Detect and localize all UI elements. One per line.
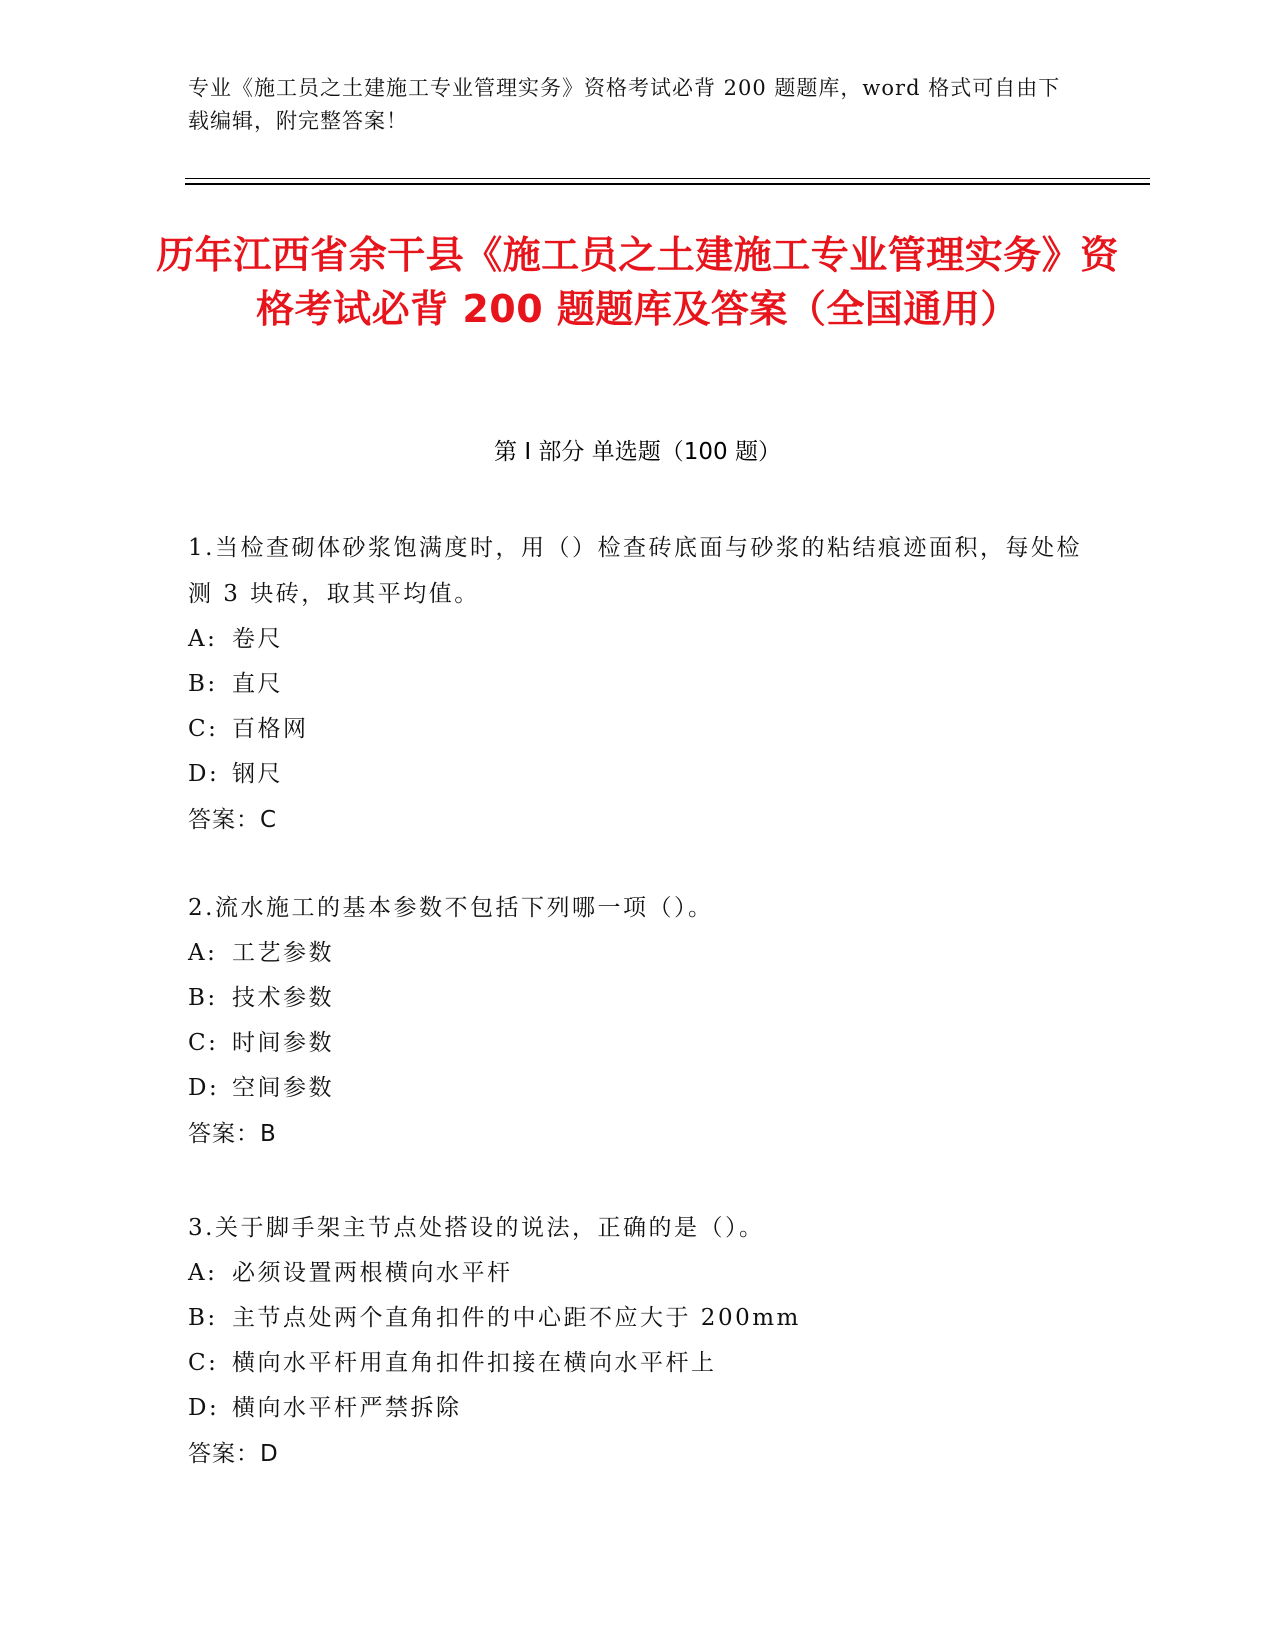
option-c <box>188 707 1088 752</box>
option-letter: B: <box>188 671 218 697</box>
option-d <box>188 1066 1088 1111</box>
answer-line: 答案：D <box>188 1441 279 1467</box>
question-stem: 3.关于脚手架主节点处搭设的说法，正确的是（）。 <box>188 1215 765 1241</box>
option-text: 空间参数 <box>232 1075 334 1101</box>
option-letter: A: <box>188 940 218 966</box>
option-letter: C: <box>188 716 219 742</box>
option-text: 必须设置两根横向水平杆 <box>232 1260 513 1286</box>
option-text: 卷尺 <box>232 626 283 652</box>
option-text: 直尺 <box>232 671 283 697</box>
option-text: 技术参数 <box>232 985 334 1011</box>
option-text: 工艺参数 <box>232 940 334 966</box>
option-letter: C: <box>188 1030 219 1056</box>
option-text: 横向水平杆严禁拆除 <box>232 1395 462 1421</box>
answer-line: 答案：C <box>188 807 278 833</box>
header-note: 专业《施工员之土建施工专业管理实务》资格考试必背 200 题题库，word 格式可自由下载编辑，附完整答案！ <box>188 76 1061 133</box>
option-letter: B: <box>188 1305 218 1331</box>
answer-line: 答案：B <box>188 1121 277 1147</box>
option-letter: D: <box>188 761 220 787</box>
option-d <box>188 1386 1088 1431</box>
option-text: 主节点处两个直角扣件的中心距不应大于 200mm <box>232 1305 801 1331</box>
option-c <box>188 1341 1088 1386</box>
header-divider-thin <box>185 178 1150 179</box>
option-letter: A: <box>188 1260 218 1286</box>
section-heading: 第 I 部分 单选题（100 题） <box>494 439 781 465</box>
option-a <box>188 1251 1088 1296</box>
question-block <box>188 525 1088 843</box>
option-text: 百格网 <box>232 716 309 742</box>
option-letter: B: <box>188 985 218 1011</box>
question-block <box>188 1205 1088 1477</box>
question-stem: 1.当检查砌体砂浆饱满度时，用（）检查砖底面与砂浆的粘结痕迹面积，每处检测 3 块砖，取其平均值。 <box>188 535 1082 607</box>
option-b <box>188 662 1088 707</box>
option-letter: A: <box>188 626 218 652</box>
question-block <box>188 885 1088 1157</box>
header-divider-thick <box>185 183 1150 185</box>
option-c <box>188 1021 1088 1066</box>
option-a <box>188 617 1088 662</box>
option-b <box>188 976 1088 1021</box>
option-text: 钢尺 <box>232 761 283 787</box>
option-letter: C: <box>188 1350 219 1376</box>
document-title: 历年江西省余干县《施工员之土建施工专业管理实务》资格考试必背 200 题题库及答案（全国通用） <box>156 233 1119 331</box>
option-a <box>188 931 1088 976</box>
option-letter: D: <box>188 1395 220 1421</box>
option-d <box>188 752 1088 797</box>
option-text: 时间参数 <box>232 1030 334 1056</box>
option-text: 横向水平杆用直角扣件扣接在横向水平杆上 <box>232 1350 717 1376</box>
option-b <box>188 1296 1088 1341</box>
option-letter: D: <box>188 1075 220 1101</box>
question-stem: 2.流水施工的基本参数不包括下列哪一项（）。 <box>188 895 714 921</box>
